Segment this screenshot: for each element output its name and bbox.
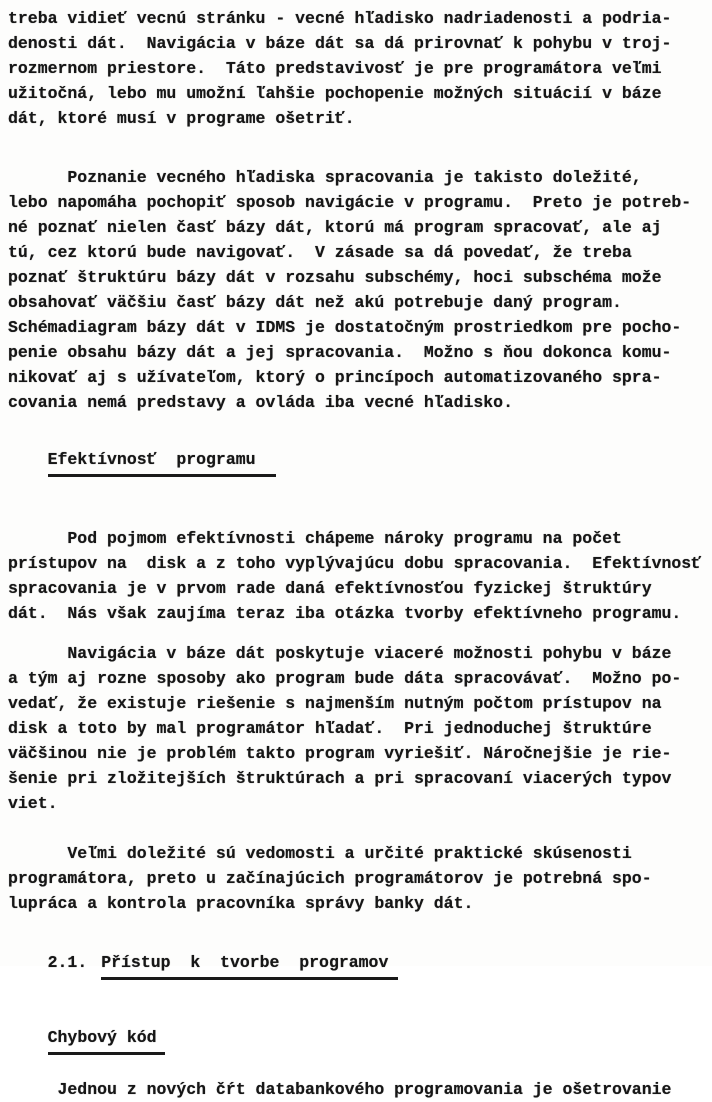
text-line: Poznanie vecného hľadiska spracovania je takisto doležité, <box>8 168 642 187</box>
text-line: spracovania je v prvom rade daná efektívnosťou fyzickej štruktúry <box>8 579 652 598</box>
text-line: disk a toto by mal programátor hľadať. Pri jednoduchej štruktúre <box>8 719 652 738</box>
text-line: treba vidieť vecnú stránku - vecné hľadisko nadriadenosti a podria- <box>8 9 672 28</box>
heading-2-1-pristup <box>8 930 712 1002</box>
heading-title: Přístup k tvorbe programov <box>101 952 398 980</box>
paragraph-navigacia <box>8 641 712 816</box>
paragraph-velmi-dolezite <box>8 841 712 916</box>
text-line: Schémadiagram bázy dát v IDMS je dostatočným prostriedkom pre pocho- <box>8 318 682 337</box>
heading-number: 2.1. <box>47 953 88 972</box>
text-line: rozmernom priestore. Táto predstavivosť je pre programátora veľmi <box>8 59 662 78</box>
text-line: šenie pri zložitejších štruktúrach a pri spracovaní viacerých typov <box>8 769 672 788</box>
heading-text: Chybový kód <box>48 1027 165 1055</box>
heading-efektivnost-programu <box>8 427 712 499</box>
paragraph-pod-pojmom <box>8 526 712 626</box>
text-line: väčšinou nie je problém takto program vyriešiť. Náročnejšie je rie- <box>8 744 672 763</box>
text-line: programátora, preto u začínajúcich programátorov je potrebná spo- <box>8 869 652 888</box>
text-line: lupráca a kontrola pracovníka správy banky dát. <box>8 894 474 913</box>
paragraph-poznanie <box>8 165 712 415</box>
paragraph-jednou <box>8 1077 712 1102</box>
text-line: dát. Nás však zaujíma teraz iba otázka tvorby efektívneho programu. <box>8 604 682 623</box>
text-line: Veľmi doležité sú vedomosti a určité praktické skúsenosti <box>8 844 632 863</box>
text-line: a tým aj rozne sposoby ako program bude dáta spracovávať. Možno po- <box>8 669 682 688</box>
text-line: Navigácia v báze dát poskytuje viaceré možnosti pohybu v báze <box>8 644 672 663</box>
text-line: tú, cez ktorú bude navigovať. V zásade sa dá povedať, že treba <box>8 243 632 262</box>
heading-text: Efektívnosť programu <box>48 449 276 477</box>
text-line: prístupov na disk a z toho vyplývajúcu dobu spracovania. Efektívnosť <box>8 554 702 573</box>
text-line: Jednou z nových čŕt databankového programovania je ošetrovanie <box>8 1080 672 1099</box>
text-line: penie obsahu bázy dát a jej spracovania. Možno s ňou dokonca komu- <box>8 343 672 362</box>
text-line: covania nemá predstavy a ovláda iba vecné hľadisko. <box>8 393 513 412</box>
text-line: Pod pojmom efektívnosti chápeme nároky programu na počet <box>8 529 622 548</box>
text-line: nikovať aj s užívateľom, ktorý o princípoch automatizovaného spra- <box>8 368 662 387</box>
text-line: obsahovať väčšiu časť bázy dát než akú potrebuje daný program. <box>8 293 622 312</box>
text-line: užitočná, lebo mu umožní ľahšie pochopenie možných situácií v báze <box>8 84 662 103</box>
text-line: poznať štruktúru bázy dát v rozsahu subschémy, hoci subschéma može <box>8 268 662 287</box>
text-line: né poznať nielen časť bázy dát, ktorú má program spracovať, ale aj <box>8 218 662 237</box>
heading-chybovy-kod <box>8 1005 712 1077</box>
text-line: viet. <box>8 794 58 813</box>
paragraph-continued <box>8 6 712 131</box>
text-line: dát, ktoré musí v programe ošetriť. <box>8 109 355 128</box>
text-line: denosti dát. Navigácia v báze dát sa dá prirovnať k pohybu v troj- <box>8 34 672 53</box>
text-line: lebo napomáha pochopiť sposob navigácie v programu. Preto je potreb- <box>8 193 692 212</box>
text-line: vedať, že existuje riešenie s najmenším nutným počtom prístupov na <box>8 694 662 713</box>
